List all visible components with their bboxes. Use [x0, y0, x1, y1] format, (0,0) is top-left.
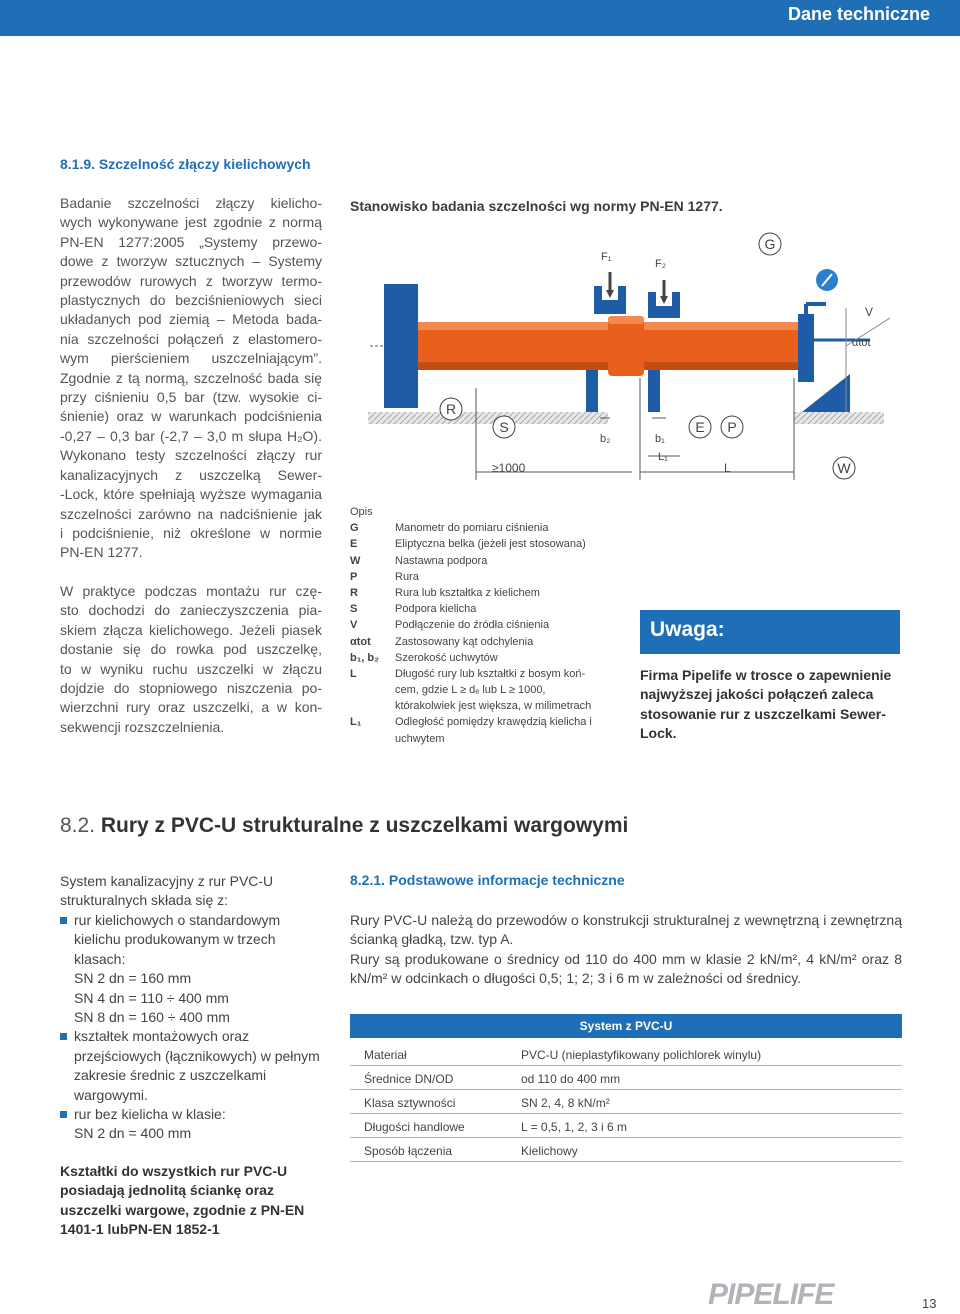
paragraph-line: wych wykonywane jest zgodnie z normą	[60, 214, 322, 231]
paragraph-line: śnienie) oraz w warunkach podciśnienia	[60, 408, 322, 425]
legend-row	[350, 553, 600, 569]
paragraph-line: i podciśnienie, niż określone w normie	[60, 524, 322, 541]
diagram-title: Stanowisko badania szczelności wg normy PN-EN 1277.	[350, 198, 723, 214]
label-g: G	[764, 236, 776, 252]
list-item: kształtek montażowych oraz przejściowych (łącznikowych) w pełnym zakresie średnic z uszczelkami wargowymi.	[60, 1027, 322, 1105]
table-cell-value: PVC-U (nieplastyfikowany polichlorek winylu)	[521, 1048, 762, 1062]
legend-title: Opis	[350, 506, 373, 518]
note-banner	[640, 610, 900, 654]
class-sn8: SN 8 dn = 160 ÷ 400 mm	[74, 1009, 230, 1026]
ground-right	[794, 412, 884, 424]
paragraph-line: PN-EN 1277:2005 „Systemy przewo-	[60, 233, 322, 250]
table-row	[350, 1066, 902, 1090]
legend-key: L₁	[350, 716, 362, 729]
system-intro: System kanalizacyjny z rur PVC-U strukturalnych składa się z:	[60, 873, 274, 909]
bullet-icon	[60, 1033, 67, 1040]
table-header: System z PVC-U	[350, 1014, 902, 1038]
paragraph-line: dostanie się do rowka pod uszczelkę,	[60, 641, 322, 658]
legend-row	[350, 569, 600, 585]
header-bar	[0, 0, 960, 36]
paragraph-line: kanalizacyjnych z uszczelką Sewer-	[60, 466, 322, 483]
paragraph-line: Wykonano testy szczelności złączy rur	[60, 447, 322, 464]
legend-row	[350, 634, 600, 650]
legend-key: W	[350, 554, 361, 567]
paragraph-line: skiem złącza kielichowego. Jeżeli piasek	[60, 621, 322, 638]
paragraph-line: szczelności zarówno na nadciśnienie jak	[60, 505, 322, 522]
legend-key: αtot	[350, 635, 371, 648]
legend-row	[350, 666, 600, 715]
section-819-paragraph-1	[60, 194, 322, 563]
table-cell-label: Klasa sztywności	[364, 1096, 456, 1110]
section-821-paragraph-2: Rury są produkowane o średnicy od 110 do 400 mm w klasie 2 kN/m², 4 kN/m² oraz 8 kN/m² w odcinkach o długości 0,5; 1; 2; 3 i 6 m w zależności od średnicy.	[350, 951, 902, 987]
ground-left	[368, 412, 608, 424]
socket-support	[586, 370, 598, 412]
label-l1: L₁	[658, 451, 668, 463]
table-cell-label: Sposób łączenia	[364, 1144, 453, 1158]
label-l: L	[724, 461, 731, 475]
list-item: rur kielichowych o standardowym kielichu produkowanym w trzech klasach:	[60, 911, 322, 969]
legend-key: P	[350, 570, 358, 583]
paragraph-line: dowe z tworzyw sztucznych – Systemy	[60, 253, 322, 270]
section-819-paragraph-2	[60, 582, 322, 737]
bullet-icon	[60, 1111, 67, 1118]
page-number: 13	[922, 1296, 937, 1311]
legend-desc: Długość rury lub kształtki z bosym koń-cem, gdzie L ≥ dₑ lub L ≥ 1000, którakolwiek jest większa, w milimetrach	[395, 667, 592, 713]
legend-desc: Manometr do pomiaru ciśnienia	[395, 522, 549, 535]
pvc-system-table	[350, 1014, 902, 1162]
legend-row	[350, 650, 600, 666]
legend-desc: Eliptyczna belka (jeżeli jest stosowana)	[395, 538, 586, 551]
label-w: W	[837, 460, 851, 476]
pipe-socket	[608, 316, 644, 376]
label-b2: b₂	[600, 433, 611, 445]
label-v: V	[865, 305, 874, 319]
table-cell-label: Średnice DN/OD	[364, 1072, 454, 1086]
table-row	[350, 1090, 902, 1114]
legend-desc: Rura	[395, 570, 419, 583]
paragraph-line: -Lock, które spełniają wyższe wymagania	[60, 486, 322, 503]
class-sn2: SN 2 dn = 160 mm	[74, 970, 192, 987]
table-cell-value: SN 2, 4, 8 kN/m²	[521, 1096, 610, 1110]
table-row	[350, 1114, 902, 1138]
table-cell-value: L = 0,5, 1, 2, 3 i 6 m	[521, 1120, 627, 1134]
label-r: R	[445, 401, 457, 417]
pipe-support	[648, 370, 660, 412]
label-ge1000: ≥1000	[492, 461, 526, 475]
end-plate-right	[798, 314, 814, 382]
paragraph-line: wym pierścieniem uszczelniającym”.	[60, 350, 322, 367]
test-rig-diagram	[350, 228, 902, 490]
legend-key: b₁, b₂	[350, 651, 379, 664]
label-b1: b₁	[655, 433, 665, 445]
paragraph-line: -0,27 – 0,3 bar (-2,7 – 3,0 m słupa H₂O).	[60, 427, 322, 444]
paragraph-line: W praktyce podczas montażu rur czę-	[60, 583, 322, 599]
legend-key: R	[350, 586, 358, 599]
section-819-heading: 8.1.9. Szczelność złączy kielichowych	[60, 156, 311, 172]
legend-desc: Szerokość uchwytów	[395, 651, 498, 664]
paragraph-line: układanych pod ziemią – Metoda bada-	[60, 311, 322, 328]
legend-key: G	[350, 522, 359, 535]
legend-desc: Rura lub kształtka z kielichem	[395, 586, 540, 599]
bullet-icon	[60, 917, 67, 924]
section-82-heading	[60, 814, 628, 838]
paragraph-line: PN-EN 1277.	[60, 544, 143, 561]
paragraph-line: plastycznych do bezciśnieniowych sieci	[60, 292, 322, 309]
label-s: S	[499, 419, 509, 435]
fittings-note: Kształtki do wszystkich rur PVC-U posiadają jednolitą ściankę oraz uszczelki wargowe, zgodnie z PN-EN 1401-1 lubPN-EN 1852-1	[60, 1163, 305, 1238]
table-row	[350, 1138, 902, 1162]
paragraph-line: przy ciśnieniu 0,5 bar (tzw. wysokie ci-	[60, 389, 322, 406]
label-p: P	[727, 419, 737, 435]
legend-row	[350, 536, 600, 552]
end-plate-left	[384, 284, 418, 408]
legend-key: V	[350, 619, 358, 632]
class-sn4: SN 4 dn = 110 ÷ 400 mm	[74, 989, 229, 1006]
table-cell-label: Materiał	[364, 1048, 407, 1062]
paragraph-line: nia szczelności połączeń z elastomero-	[60, 330, 322, 347]
legend-row	[350, 520, 600, 536]
legend-row	[350, 714, 600, 746]
note-text: Firma Pipelife w trosce o zapewnienie najwyższej jakości połączeń zaleca stosowanie rur z uszczelkami Sewer-Lock.	[640, 667, 892, 742]
table-row	[350, 1042, 902, 1066]
paragraph-line: sto dochodzi do zanieczyszczenia pia-	[60, 602, 322, 619]
legend-row	[350, 601, 600, 617]
table-cell-label: Długości handlowe	[364, 1120, 465, 1134]
paragraph-line: Badanie szczelności złączy kielicho-	[60, 195, 322, 211]
legend-desc: Odległość pomiędzy krawędzią kielicha i uchwytem	[395, 716, 592, 745]
legend-desc: Podpora kielicha	[395, 603, 477, 616]
legend-desc: Nastawna podpora	[395, 554, 488, 567]
section-821-heading: 8.2.1. Podstawowe informacje techniczne	[350, 872, 625, 888]
legend-desc: Zastosowany kąt odchylenia	[395, 635, 534, 648]
class-sn2-plain: SN 2 dn = 400 mm	[74, 1125, 192, 1142]
list-item: rur bez kielicha w klasie:	[60, 1105, 322, 1124]
legend-key: E	[350, 538, 358, 551]
label-f1: F₁	[601, 251, 612, 263]
system-list	[60, 911, 322, 1144]
table-cell-value: Kielichowy	[521, 1144, 578, 1158]
label-f2: F₂	[655, 258, 666, 270]
paragraph-line: wierzchni rury oraz uszczelki, a w kon-	[60, 699, 322, 716]
section-821-paragraph-1: Rury PVC-U należą do przewodów o konstrukcji strukturalnej z wewnętrzną i zewnętrzną ścianką gładką, tzw. typ A.	[350, 912, 902, 948]
table-cell-value: od 110 do 400 mm	[521, 1072, 621, 1086]
legend-row	[350, 585, 600, 601]
label-e: E	[695, 419, 705, 435]
pipelife-logo: PIPELIFE	[708, 1278, 834, 1311]
legend-desc: Podłączenie do źródła ciśnienia	[395, 619, 550, 632]
note-title: Uwaga:	[650, 618, 725, 641]
diagram-legend	[350, 504, 600, 747]
paragraph-line: to w wyniku ruchu uszczelki w złączu	[60, 660, 322, 677]
paragraph-line: dojdzie do stopniowego niszczenia po-	[60, 680, 322, 697]
paragraph-line: przewodów rurowych z tworzyw termo-	[60, 272, 322, 289]
legend-key: L	[350, 667, 357, 680]
section-82-title: Rury z PVC-U strukturalne z uszczelkami wargowymi	[100, 814, 629, 837]
paragraph-line: Zgodnie z tą normą, szczelność bada się	[60, 369, 322, 386]
legend-row	[350, 617, 600, 633]
label-alpha: αtot	[852, 337, 871, 349]
paragraph-line: sekwencji rozszczelnienia.	[60, 718, 225, 735]
section-82-number: 8.2.	[60, 814, 96, 837]
header-title: Dane techniczne	[787, 4, 930, 24]
legend-key: S	[350, 603, 358, 616]
